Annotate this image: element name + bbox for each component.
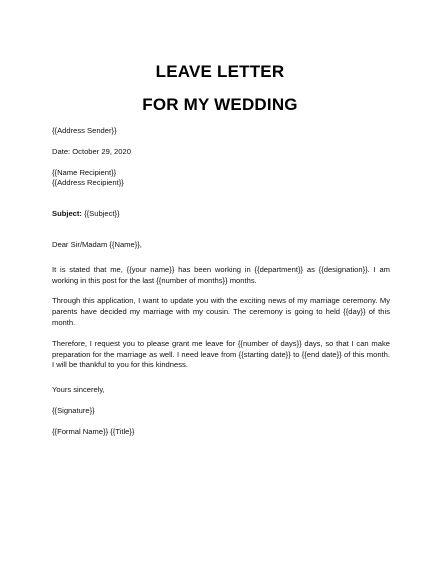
paragraph-1: It is stated that me, {{your name}} has been working in {{department}} as {{designation}}. I am working in this post for the last {{number of months}} months. [52,264,390,285]
formal-name: {{Formal Name}} {{Title}} [52,426,135,436]
letter-title-line-1: LEAVE LETTER [155,62,285,81]
subject-line [52,209,390,220]
name-recipient: {{Name Recipient}} [52,167,117,177]
subject-label: Subject: [52,209,82,219]
closing: Yours sincerely, [52,385,105,395]
salutation: Dear Sir/Madam {{Name}}, [52,239,142,249]
letter-title-line-2: FOR MY WEDDING [142,95,298,114]
letter-date: Date: October 29, 2020 [52,146,131,156]
signature: {{Signature}} [52,405,95,415]
paragraph-3: Therefore, I request you to please grant me leave for {{number of days}} days, so that I can make preparation for the marriage as well. I need leave from {{starting date}} to {{end date}} of this month. I will be thankful to you for this kindness. [52,338,390,370]
address-recipient: {{Address Recipient}} [52,178,124,188]
address-sender: {{Address Sender}} [52,126,117,135]
subject-value: {{Subject}} [81,209,120,219]
letter-body [52,126,390,438]
paragraph-2: Through this application, I want to update you with the exciting news of my marriage ceremony. My parents have decided my marriage with my cousin. The ceremony is going to held {{day}} of this month. [52,296,390,327]
